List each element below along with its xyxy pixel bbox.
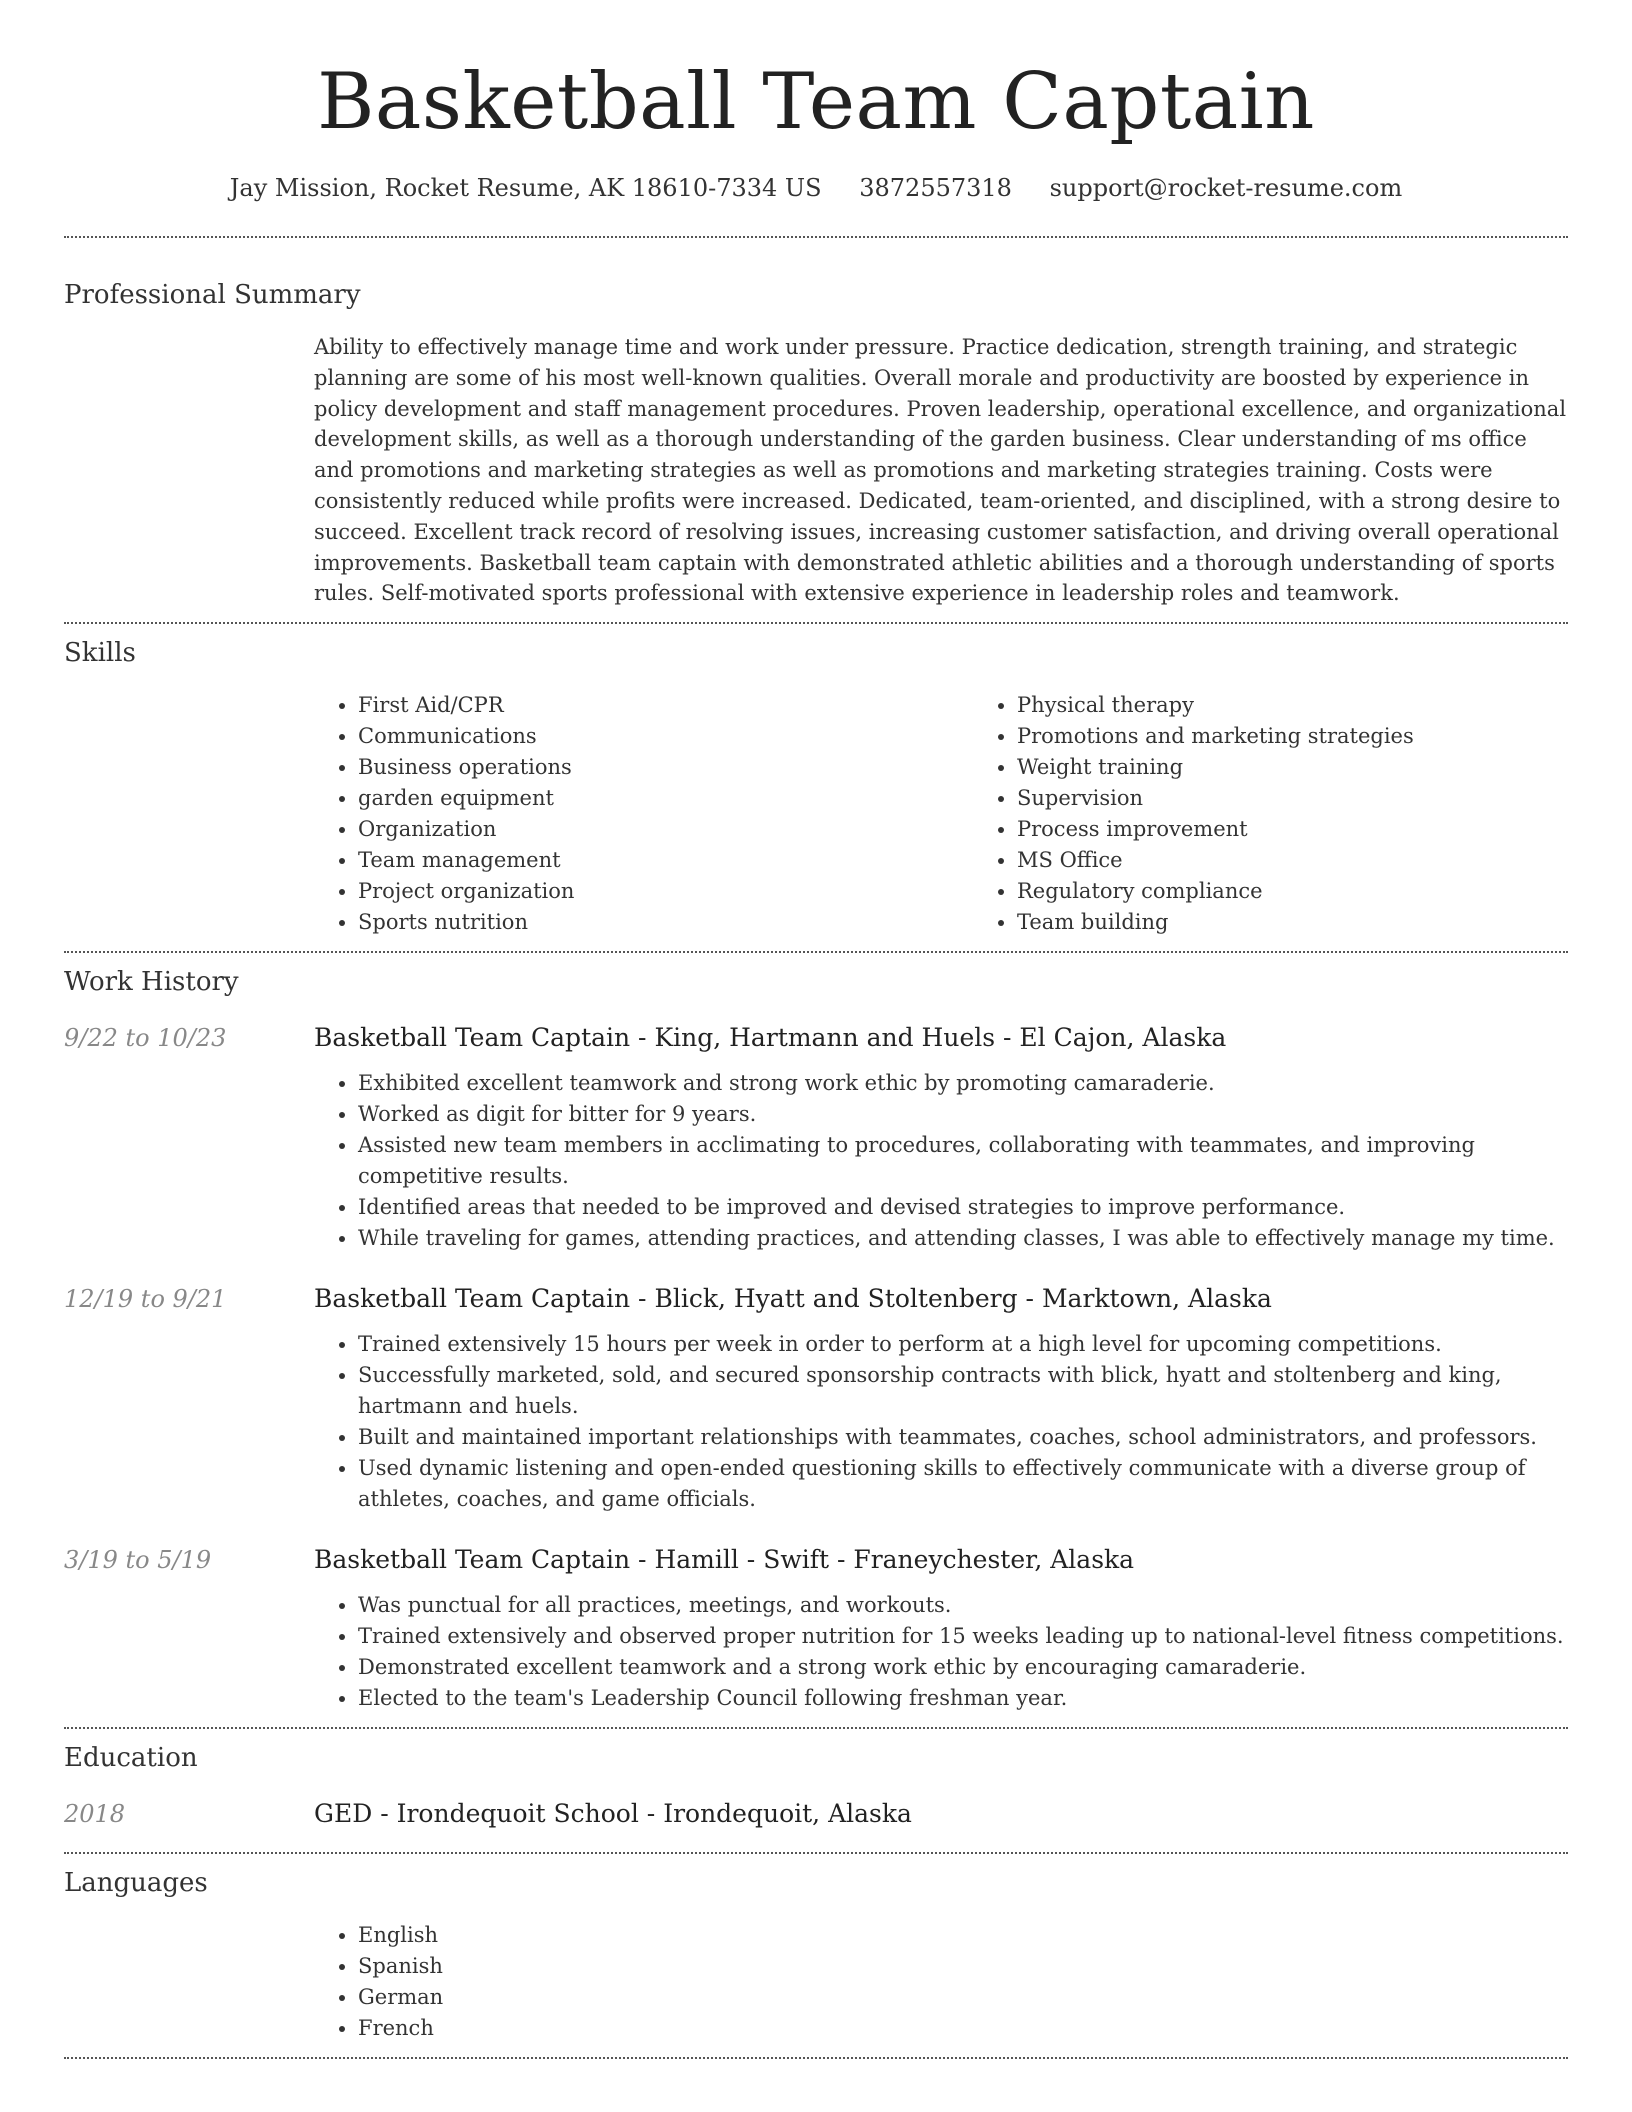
contact-address: Jay Mission, Rocket Resume, AK 18610-7334 US [229, 174, 822, 202]
skills-heading: Skills [64, 638, 136, 669]
contact-phone: 3872557318 [859, 174, 1012, 202]
language-item: • French [358, 2013, 1568, 2044]
job-date: 3/19 to 5/19 [64, 1546, 212, 1575]
job-bullets [314, 1590, 1568, 1714]
job-bullet: • Exhibited excellent teamwork and strong work ethic by promoting camaraderie. [358, 1068, 1568, 1099]
skill-item: • Sports nutrition [358, 907, 973, 938]
job-bullet: • Trained extensively 15 hours per week in order to perform at a high level for upcoming competitions. [358, 1329, 1568, 1360]
education-section [64, 1729, 1568, 1831]
skills-list-right [973, 690, 1632, 938]
job-entry [64, 1543, 1568, 1714]
divider [64, 2057, 1568, 2059]
job-bullet: • While traveling for games, attending practices, and attending classes, I was able to effectively manage my time. [358, 1223, 1568, 1254]
skill-item: • Regulatory compliance [1017, 876, 1632, 907]
skill-item: • garden equipment [358, 783, 973, 814]
skill-item: • Supervision [1017, 783, 1632, 814]
skills-section [64, 624, 1568, 938]
job-entry [64, 1282, 1568, 1515]
contact-line [64, 170, 1568, 206]
job-title: Basketball Team Captain - Blick, Hyatt and Stoltenberg - Marktown, Alaska [314, 1284, 1272, 1314]
summary-text: Ability to effectively manage time and work under pressure. Practice dedication, strength training, and strategic planning are some of his most well-known qualities. Overall morale and productivity are boosted by experience in policy development and staff management procedures. Proven leadership, operational excellence, and organizational development skills, as well as a thorough understanding of the garden business. Clear understanding of ms office and promotions and marketing strategies as well as promotions and marketing strategies training. Costs were consistently reduced while profits were increased. Dedicated, team-oriented, and disciplined, with a strong desire to succeed. Excellent track record of resolving issues, increasing customer satisfaction, and driving overall operational improvements. Basketball team captain with demonstrated athletic abilities and a thorough understanding of sports rules. Self-motivated sports professional with extensive experience in leadership roles and teamwork. [314, 335, 1567, 606]
languages-list [314, 1920, 1568, 2044]
language-item: • German [358, 1982, 1568, 2013]
skill-item: • First Aid/CPR [358, 690, 973, 721]
job-bullet: • Assisted new team members in acclimating to procedures, collaborating with teammates, and improving competitive results. [358, 1130, 1568, 1192]
work-section [64, 953, 1568, 1714]
skill-item: • Process improvement [1017, 814, 1632, 845]
contact-email: support@rocket-resume.com [1049, 174, 1403, 202]
job-bullet: • Worked as digit for bitter for 9 years. [358, 1099, 1568, 1130]
education-entry: GED - Irondequoit School - Irondequoit, Alaska [314, 1799, 912, 1829]
language-item: • Spanish [358, 1951, 1568, 1982]
job-title: Basketball Team Captain - Hamill - Swift - Franeychester, Alaska [314, 1545, 1135, 1575]
job-bullet: • Successfully marketed, sold, and secured sponsorship contracts with blick, hyatt and stoltenberg and king, hartmann and huels. [358, 1360, 1568, 1422]
job-bullet: • Elected to the team's Leadership Council following freshman year. [358, 1683, 1568, 1714]
skill-item: • Team management [358, 845, 973, 876]
job-date: 9/22 to 10/23 [64, 1024, 227, 1053]
job-bullets [314, 1068, 1568, 1254]
job-bullet: • Identified areas that needed to be improved and devised strategies to improve performance. [358, 1192, 1568, 1223]
skill-item: • Promotions and marketing strategies [1017, 721, 1632, 752]
skill-item: • Team building [1017, 907, 1632, 938]
job-bullet: • Built and maintained important relationships with teammates, coaches, school administrators, and professors. [358, 1422, 1568, 1453]
languages-section [64, 1854, 1568, 2044]
summary-heading: Professional Summary [64, 280, 361, 310]
job-title: Basketball Team Captain - King, Hartmann and Huels - El Cajon, Alaska [314, 1023, 1227, 1053]
work-heading: Work History [64, 967, 239, 998]
skill-item: • Business operations [358, 752, 973, 783]
job-bullets [314, 1329, 1568, 1515]
job-date: 12/19 to 9/21 [64, 1285, 227, 1314]
education-heading: Education [64, 1743, 198, 1774]
job-bullet: • Used dynamic listening and open-ended questioning skills to effectively communicate with a diverse group of athletes, coaches, and game officials. [358, 1453, 1568, 1515]
skill-item: • Project organization [358, 876, 973, 907]
job-bullet: • Demonstrated excellent teamwork and a strong work ethic by encouraging camaraderie. [358, 1652, 1568, 1683]
job-bullet: • Trained extensively and observed proper nutrition for 15 weeks leading up to national-level fitness competitions. [358, 1621, 1568, 1652]
languages-heading: Languages [64, 1868, 208, 1899]
job-bullet: • Was punctual for all practices, meetings, and workouts. [358, 1590, 1568, 1621]
language-item: • English [358, 1920, 1568, 1951]
education-date: 2018 [64, 1800, 126, 1829]
resume-name: Basketball Team Captain [317, 57, 1315, 147]
skill-item: • Physical therapy [1017, 690, 1632, 721]
skill-item: • Communications [358, 721, 973, 752]
skill-item: • Weight training [1017, 752, 1632, 783]
job-entry [64, 1021, 1568, 1254]
summary-section [64, 238, 1568, 609]
skill-item: • Organization [358, 814, 973, 845]
skill-item: • MS Office [1017, 845, 1632, 876]
skills-list-left [314, 690, 973, 938]
